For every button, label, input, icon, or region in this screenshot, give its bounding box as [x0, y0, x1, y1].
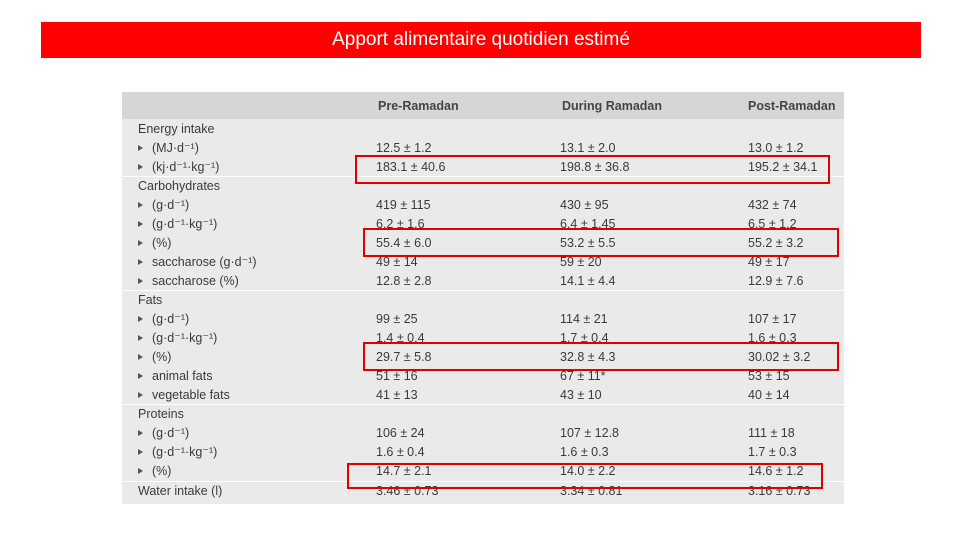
bullet-arrow-icon: [138, 316, 143, 322]
table-row: [122, 290, 844, 309]
table-row: [122, 404, 844, 423]
row-sub-label: [138, 442, 217, 461]
cell-during-ramadan: 59 ± 20: [560, 254, 602, 269]
row-sub-label: [138, 233, 171, 252]
cell-during-ramadan: 198.8 ± 36.8: [560, 159, 630, 174]
slide-title: Apport alimentaire quotidien estimé: [332, 29, 630, 50]
bullet-arrow-icon: [138, 145, 143, 151]
row-label-text: (g·d⁻¹·kg⁻¹): [152, 217, 218, 231]
cell-post-ramadan: 40 ± 14: [748, 387, 790, 402]
row-sub-label: [138, 385, 230, 404]
cell-post-ramadan: 107 ± 17: [748, 311, 797, 326]
header-during-ramadan: During Ramadan: [562, 98, 663, 113]
bullet-arrow-icon: [138, 278, 143, 284]
table-header: [122, 92, 844, 119]
row-label-text: (kj·d⁻¹·kg⁻¹): [152, 160, 220, 174]
row-label-text: (MJ·d⁻¹): [152, 141, 199, 155]
row-label-text: animal fats: [152, 368, 213, 383]
table-row: [122, 119, 844, 138]
header-pre-ramadan: Pre-Ramadan: [378, 98, 459, 113]
row-group-label: [138, 290, 162, 309]
cell-post-ramadan: 1.7 ± 0.3: [748, 444, 797, 459]
cell-during-ramadan: 67 ± 11*: [560, 368, 606, 383]
row-group-label: [138, 119, 214, 138]
table-row: [122, 309, 844, 328]
table-row: [122, 423, 844, 442]
row-group-label: [138, 176, 220, 195]
row-sub-label: [138, 195, 189, 214]
cell-post-ramadan: 3.16 ± 0.73: [748, 483, 811, 498]
row-sub-label: [138, 328, 217, 347]
cell-pre-ramadan: 29.7 ± 5.8: [376, 349, 432, 364]
row-label-text: (g·d⁻¹): [152, 426, 190, 440]
row-label-text: (g·d⁻¹): [152, 198, 190, 212]
row-group-label: [138, 481, 222, 500]
row-label-text: Carbohydrates: [138, 178, 220, 193]
cell-pre-ramadan: 12.8 ± 2.8: [376, 273, 432, 288]
bullet-arrow-icon: [138, 392, 143, 398]
row-sub-label: [138, 366, 212, 385]
cell-during-ramadan: 1.6 ± 0.3: [560, 444, 609, 459]
bullet-arrow-icon: [138, 240, 143, 246]
row-label-text: Energy intake: [138, 121, 215, 136]
cell-during-ramadan: 3.34 ± 0.81: [560, 483, 623, 498]
cell-post-ramadan: 12.9 ± 7.6: [748, 273, 804, 288]
cell-pre-ramadan: 183.1 ± 40.6: [376, 159, 446, 174]
bullet-arrow-icon: [138, 430, 143, 436]
row-sub-label: [138, 214, 217, 233]
row-label-text: saccharose (%): [152, 273, 239, 288]
row-label-text: (%): [152, 235, 172, 250]
row-group-label: [138, 404, 184, 423]
bullet-arrow-icon: [138, 354, 143, 360]
cell-post-ramadan: 6.5 ± 1.2: [748, 216, 797, 231]
highlight-carb-percent: [363, 228, 839, 257]
cell-pre-ramadan: 6.2 ± 1.6: [376, 216, 425, 231]
row-sub-label: [138, 347, 171, 366]
cell-during-ramadan: 14.1 ± 4.4: [560, 273, 616, 288]
cell-during-ramadan: 14.0 ± 2.2: [560, 463, 616, 478]
highlight-energy-kj: [355, 155, 830, 184]
cell-pre-ramadan: 51 ± 16: [376, 368, 418, 383]
cell-during-ramadan: 1.7 ± 0.4: [560, 330, 609, 345]
cell-during-ramadan: 430 ± 95: [560, 197, 609, 212]
cell-pre-ramadan: 12.5 ± 1.2: [376, 140, 432, 155]
highlight-protein-percent: [347, 463, 823, 489]
cell-during-ramadan: 107 ± 12.8: [560, 425, 619, 440]
row-label-text: (g·d⁻¹): [152, 312, 190, 326]
cell-pre-ramadan: 3.46 ± 0.73: [376, 483, 439, 498]
cell-during-ramadan: 114 ± 21: [560, 311, 608, 326]
cell-during-ramadan: 53.2 ± 5.5: [560, 235, 616, 250]
row-label-text: (g·d⁻¹·kg⁻¹): [152, 331, 218, 345]
row-label-text: vegetable fats: [152, 387, 230, 402]
row-label-text: Proteins: [138, 406, 184, 421]
cell-post-ramadan: 1.6 ± 0.3: [748, 330, 797, 345]
cell-pre-ramadan: 55.4 ± 6.0: [376, 235, 432, 250]
cell-during-ramadan: 6.4 ± 1.45: [560, 216, 616, 231]
bullet-arrow-icon: [138, 449, 143, 455]
row-sub-label: [138, 138, 199, 157]
bullet-arrow-icon: [138, 468, 143, 474]
cell-post-ramadan: 55.2 ± 3.2: [748, 235, 804, 250]
cell-pre-ramadan: 1.6 ± 0.4: [376, 444, 425, 459]
bullet-arrow-icon: [138, 373, 143, 379]
bullet-arrow-icon: [138, 259, 143, 265]
row-label-text: Fats: [138, 292, 163, 307]
nutrition-table: [122, 92, 844, 504]
table-row: [122, 195, 844, 214]
cell-post-ramadan: 195.2 ± 34.1: [748, 159, 818, 174]
row-sub-label: [138, 423, 189, 442]
bullet-arrow-icon: [138, 202, 143, 208]
row-label-text: (%): [152, 463, 172, 478]
table-row: [122, 442, 844, 461]
table-row: [122, 271, 844, 290]
cell-post-ramadan: 49 ± 17: [748, 254, 790, 269]
cell-post-ramadan: 30.02 ± 3.2: [748, 349, 811, 364]
cell-pre-ramadan: 99 ± 25: [376, 311, 418, 326]
cell-during-ramadan: 13.1 ± 2.0: [560, 140, 616, 155]
cell-pre-ramadan: 14.7 ± 2.1: [376, 463, 432, 478]
title-banner: [41, 22, 921, 58]
cell-pre-ramadan: 419 ± 115: [376, 197, 431, 212]
cell-pre-ramadan: 106 ± 24: [376, 425, 425, 440]
bullet-arrow-icon: [138, 335, 143, 341]
cell-during-ramadan: 32.8 ± 4.3: [560, 349, 616, 364]
cell-pre-ramadan: 1.4 ± 0.4: [376, 330, 425, 345]
row-sub-label: [138, 309, 189, 328]
cell-pre-ramadan: 49 ± 14: [376, 254, 418, 269]
cell-post-ramadan: 53 ± 15: [748, 368, 790, 383]
cell-post-ramadan: 14.6 ± 1.2: [748, 463, 804, 478]
row-sub-label: [138, 461, 171, 480]
row-sub-label: [138, 271, 239, 290]
cell-during-ramadan: 43 ± 10: [560, 387, 602, 402]
cell-post-ramadan: 432 ± 74: [748, 197, 797, 212]
row-label-text: Water intake (l): [138, 483, 223, 498]
cell-pre-ramadan: 41 ± 13: [376, 387, 418, 402]
row-sub-label: [138, 252, 257, 271]
group-divider: [122, 404, 844, 405]
bullet-arrow-icon: [138, 164, 143, 170]
row-label-text: (g·d⁻¹·kg⁻¹): [152, 445, 218, 459]
header-post-ramadan: Post-Ramadan: [748, 98, 836, 113]
cell-post-ramadan: 13.0 ± 1.2: [748, 140, 804, 155]
highlight-fat-percent: [363, 342, 839, 371]
row-label-text: (%): [152, 349, 172, 364]
cell-post-ramadan: 111 ± 18: [748, 425, 795, 440]
row-sub-label: [138, 157, 219, 176]
group-divider: [122, 290, 844, 291]
table-row: [122, 385, 844, 404]
row-label-text: saccharose (g·d⁻¹): [152, 255, 257, 269]
bullet-arrow-icon: [138, 221, 143, 227]
